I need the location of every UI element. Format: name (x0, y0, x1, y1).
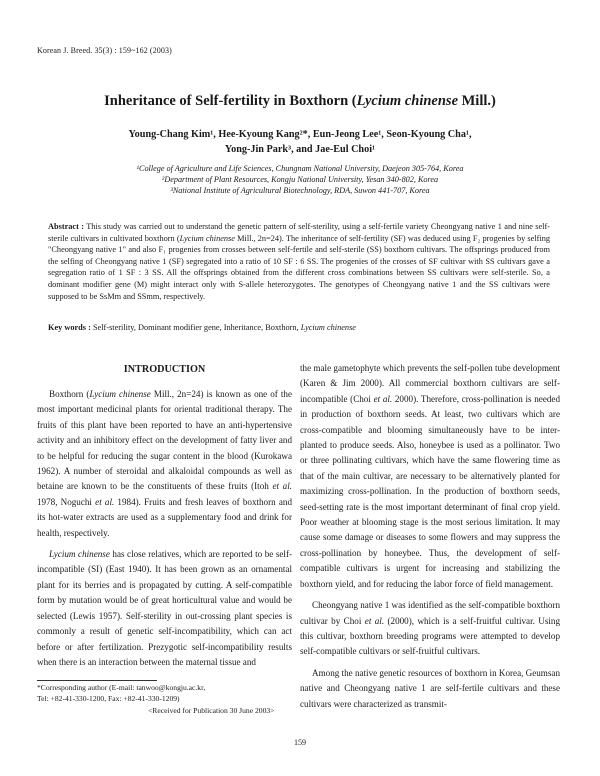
author-line-2: Yong-Jin Park³, and Jae-Eul Choi¹ (224, 144, 376, 155)
author-list (60, 127, 540, 157)
page-number: 159 (294, 738, 306, 747)
left-column (37, 363, 292, 670)
abstract-text-1: This study was carried out to understand the genetic pattern of self-sterility, using a self-fertile variety Cheongyang native 1 and nine self-sterile cultivars in cultivated boxthorn ( (48, 222, 550, 243)
title-tail: Mill.) (458, 93, 496, 109)
italic-term: et al. (272, 481, 292, 492)
keywords-species: Lycium chinense (300, 323, 356, 332)
received-date: <Received for Publication 30 June 2003> (148, 706, 275, 715)
affiliation-1: ¹College of Agriculture and Life Sciences, Chungnam National University, Daejeon 305-764, Korea (136, 164, 464, 173)
footnote-line-1: *Corresponding author (E-mail: tanwoo@kongju.ac.kr, (37, 683, 206, 692)
right-column (300, 361, 560, 712)
journal-reference: Korean J. Breed. 35(3) : 159~162 (2003) (37, 46, 172, 55)
introduction-heading: INTRODUCTION (123, 364, 206, 375)
italic-term: et al. (364, 615, 385, 626)
affiliations (60, 163, 540, 196)
italic-term: et al. (95, 496, 115, 507)
keywords-text: Self-sterility, Dominant modifier gene, Inheritance, Boxthorn, (90, 323, 301, 332)
body-paragraph: Among the native genetic resources of boxthorn in Korea, Geumsan native and Cheongyang native 1 are self-fertile cultivars and these cultivars were characterized as transmit- (300, 667, 560, 709)
author-line-1: Young-Chang Kim¹, Hee-Kyoung Kang²*, Eun-Jeong Lee¹, Seon-Kyoung Cha¹, (128, 129, 472, 140)
italic-term: et al. (373, 393, 393, 404)
footnote-line-2: Tel: +82-41-330-1200, Fax: +82-41-330-1209) (37, 693, 180, 703)
abstract (48, 221, 550, 302)
title-species: Lycium chinense (356, 93, 458, 109)
keywords (48, 322, 550, 333)
title-main: Inheritance of Self-fertility in Boxthorn ( (104, 93, 357, 109)
footnote (37, 683, 337, 704)
italic-term: Lycium chinense (89, 389, 151, 399)
body-paragraph: Cheongyang native 1 was identified as the self-compatible boxthorn cultivar by Choi et al. (2000), which is a self-fruitful cultivar. Using this cultivar, boxthorn breeding programs were attempted to develop self-compatible cultivars or self-fruitful cultivars. (300, 600, 560, 657)
keywords-label: Key words : (48, 323, 91, 332)
body-paragraph: the male gametophyte which prevents the self-pollen tube development (Karen & Jim 2000). All commercial boxthorn cultivars are self-incompatible (Choi et al. 2000). Therefore, cross-pollination is needed in production of boxthorn seeds. At least, two cultivars which are cross-compatible and blooming simultaneously have to be inter-planted to produce seeds. Also, honeybee is used as a pollinator. Two or three pollinating cultivars, which have the same flowering time as that of the main cultivar, are necessary to be alternatively planted for maximizing cross-pollination. In the production of boxthorn seeds, seed-setting rate is the most important determinant of final crop yield. Poor weather at blooming stage is the most serious limitation. It may cause some damage or diseases to some flowers and may suppress the cross-pollination by honeybee. Thus, the development of self-compatible cultivars is urgent for increasing and stabilizing the boxthorn yield, and for reducing the labor force of field management. (300, 363, 561, 589)
left-column-body (37, 387, 292, 670)
abstract-label: Abstract : (48, 222, 84, 231)
paper-title (0, 93, 600, 110)
abstract-text-2: Mill., 2n=24). The inheritance of self-fertility (SF) was deduced using F₂ progenies by selfing "Cheongyang native 1" and also F₁ progenies from crosses between self-fertile and self-sterile (SS) boxthorn cultivars. The offsprings produced from the selfing of Cheongyang native 1 (SF) segregated into a ratio of 10 SF : 6 SS. The progenies of the crosses of SF cultivar with SS cultivars gave a segregation ratio of 1 SF : 3 SS. All the offsprings obtained from the different cross combinations between SS cultivars were self-sterile. So, a dominant modifier gene (M) might interact only with S-allele heterozygotes. The genotypes of Cheongyang native 1 and the SS cultivars were supposed to be SsMm and SSmm, respectively. (48, 233, 551, 301)
affiliation-2: ²Department of Plant Resources, Kongju National University, Yesan 340-802, Korea (161, 175, 439, 184)
footnote-rule (37, 680, 157, 681)
affiliation-3: ³National Institute of Agricultural Biotechnology, RDA, Suwon 441-707, Korea (170, 186, 430, 195)
abstract-species: Lycium chinense (179, 233, 235, 243)
right-column-body (300, 361, 560, 712)
body-paragraph: Lycium chinense has close relatives, which are reported to be self-incompatible (SI) (East 1940). It has been grown as an ornamental plant for its berries and is propagated by cutting. A self-compatible form by mutation would be of great horticultural value and would be selected (Lewis 1957). Self-sterility in out-crossing plant species is commonly a result of genetic self-incompatibility, which can act before or after fertilization. Prezygotic self-incompatibility results when there is an interaction between the maternal tissue and (37, 549, 293, 667)
italic-term: Lycium chinense (49, 549, 110, 560)
body-paragraph: Boxthorn (Lycium chinense Mill., 2n=24) is known as one of the most important medicinal plants for oriental traditional therapy. The fruits of this plant have been reported to have an anti-hypertensive activity and an inhibitory effect on the development of fatty liver and to be helpful for reducing the sugar content in the blood (Kurokawa 1962). A number of steroidal and alkaloidal compounds as well as betaine are known to be the constituents of these fruits (Itoh et al. 1978, Noguchi et al. 1984). Fruits and fresh leaves of boxthorn and its hot-water extracts are used as a supplementary food and drink for health, respectively. (37, 389, 292, 538)
